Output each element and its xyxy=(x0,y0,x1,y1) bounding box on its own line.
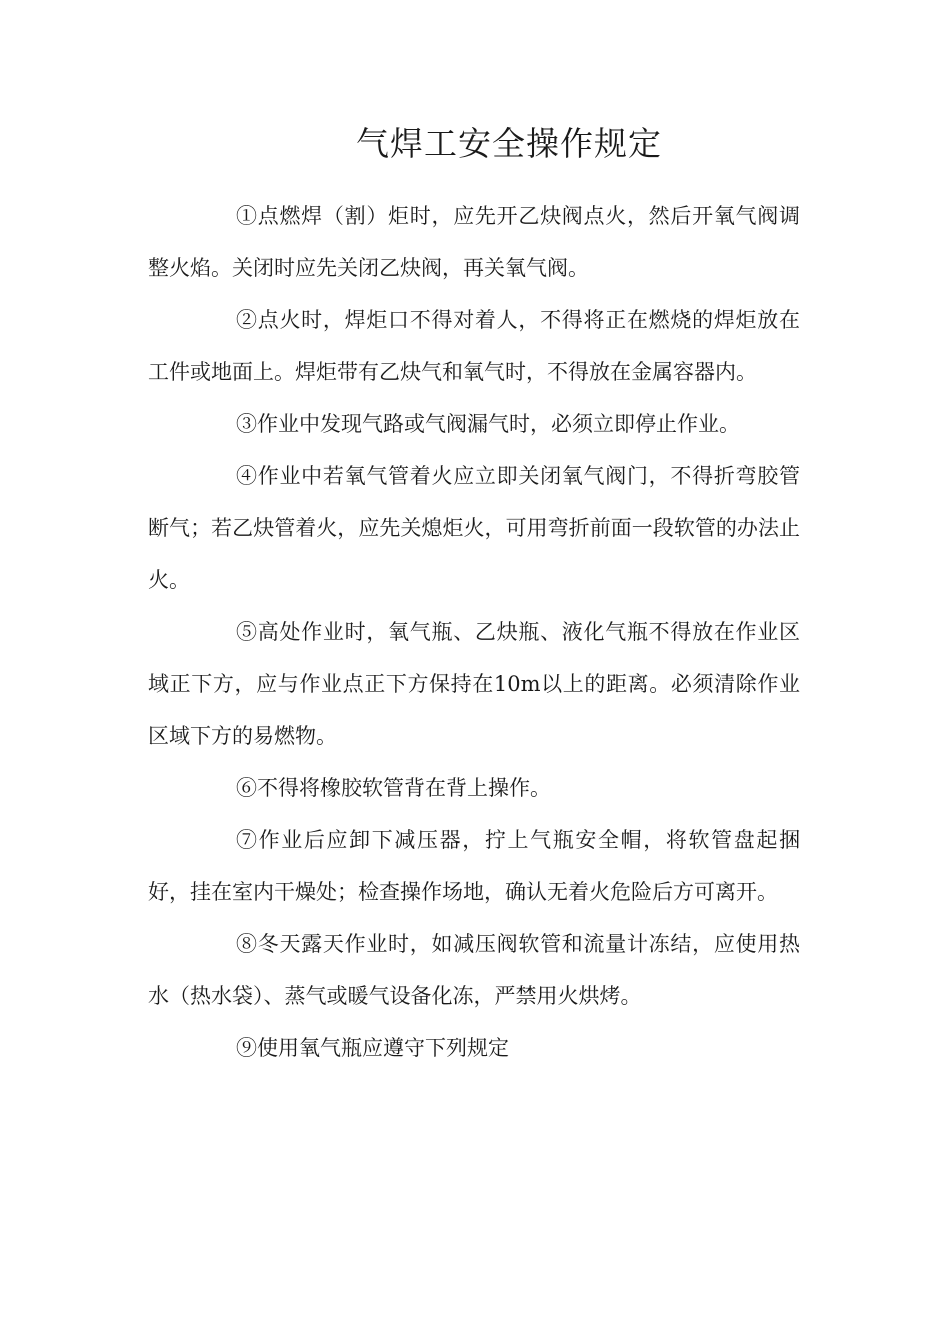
document-title: 气焊工安全操作规定 xyxy=(356,124,662,163)
rule-paragraph-8: ⑧冬天露天作业时，如减压阀软管和流量计冻结，应使用热水（热水袋）、蒸气或暖气设备化冻，严禁用火烘烤。 xyxy=(148,932,800,1008)
rule-paragraph-7: ⑦作业后应卸下减压器，拧上气瓶安全帽，将软管盘起捆好，挂在室内干燥处；检查操作场地，确认无着火危险后方可离开。 xyxy=(148,828,800,904)
rule-paragraph-6: ⑥不得将橡胶软管背在背上操作。 xyxy=(236,776,551,800)
rule-paragraph-1: ①点燃焊（割）炬时，应先开乙炔阀点火，然后开氧气阀调整火焰。关闭时应先关闭乙炔阀，再关氧气阀。 xyxy=(148,204,800,280)
rule-paragraph-2: ②点火时，焊炬口不得对着人，不得将正在燃烧的焊炬放在工件或地面上。焊炬带有乙炔气和氧气时，不得放在金属容器内。 xyxy=(148,308,800,384)
rule-paragraph-5: ⑤高处作业时，氧气瓶、乙炔瓶、液化气瓶不得放在作业区域正下方，应与作业点正下方保持在10m以上的距离。必须清除作业区域下方的易燃物。 xyxy=(148,620,800,748)
rule-paragraph-3: ③作业中发现气路或气阀漏气时，必须立即停止作业。 xyxy=(236,412,740,436)
rule-paragraph-4: ④作业中若氧气管着火应立即关闭氧气阀门，不得折弯胶管断气；若乙炔管着火，应先关熄炬火，可用弯折前面一段软管的办法止火。 xyxy=(148,464,800,592)
document-body xyxy=(148,190,800,1074)
rule-paragraph-9: ⑨使用氧气瓶应遵守下列规定 xyxy=(236,1036,509,1060)
